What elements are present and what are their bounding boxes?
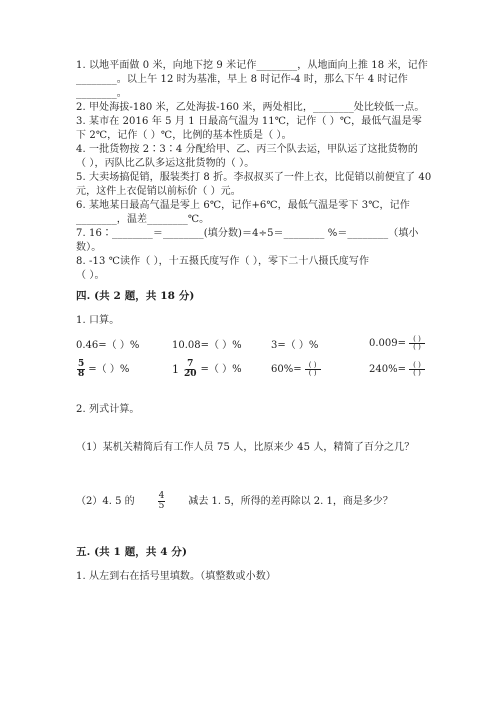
section4-heading: 四. (共 2 题，共 18 分) bbox=[76, 290, 195, 302]
q1-line-1: 1. 以地平面做 0 米，向地下挖 9 米记作________，从地面向上推 18 米，记作 bbox=[76, 60, 428, 71]
section4-q2-a: （1）某机关精简后有工作人员 75 人，比原来少 45 人，精简了百分之几？ bbox=[76, 442, 415, 453]
oral-r1c4-num: ( ) bbox=[409, 336, 425, 344]
oral-r2c2-tail: =（ ）% bbox=[200, 363, 242, 375]
oral-r2c1-den: 8 bbox=[78, 369, 85, 379]
oral-r2c4-fraction bbox=[409, 362, 425, 377]
q3-line-2: 下 2℃，记作（ ）℃，比例的基本性质是（ ）。 bbox=[76, 130, 292, 141]
section5-q1-title: 1. 从左到右在括号里填数。（填整数或小数） bbox=[76, 571, 276, 582]
oral-r2c2-whole: 1 bbox=[172, 362, 179, 376]
section4-q2-b-fraction bbox=[158, 492, 166, 511]
oral-r1c3 bbox=[271, 340, 318, 352]
q1-line-3: ________。 bbox=[76, 88, 127, 99]
oral-r2c3-den: ( ) bbox=[308, 369, 317, 377]
oral-r1c2 bbox=[172, 340, 242, 352]
section4-q1-title: 1. 口算。 bbox=[76, 315, 120, 326]
section4-q2-b-post: 减去 1. 5，所得的差再除以 2. 1，商是多少？ bbox=[188, 495, 393, 507]
oral-r1c1-text: 0.46=（ ）% bbox=[76, 340, 140, 351]
oral-r2c4 bbox=[369, 362, 426, 377]
section4-q2-title: 2. 列式计算。 bbox=[76, 404, 140, 415]
oral-r2c3 bbox=[271, 362, 322, 377]
oral-r2c2-den: 20 bbox=[184, 369, 197, 379]
q2-line-1: 2. 甲处海拔-180 米，乙处海拔-160 米，两处相比，________处比较低一点。 bbox=[76, 102, 425, 113]
oral-r2c3-fraction bbox=[305, 362, 321, 377]
q7-line-1: 7. 16∶________＝________(填分数)＝4÷5＝________ %＝________（填小 bbox=[76, 228, 419, 239]
oral-r1c4 bbox=[369, 336, 426, 351]
oral-r1c4-fraction bbox=[409, 336, 425, 351]
q5-line-2: 元，这件上衣促销以前标价（ ）元。 bbox=[76, 186, 241, 197]
oral-r2c3-text: 60%= bbox=[271, 363, 302, 375]
oral-r2c4-den: ( ) bbox=[413, 369, 421, 377]
oral-r2c2 bbox=[172, 360, 242, 379]
q5-line-1: 5. 大卖场搞促销，服装类打 8 折。李叔叔买了一件上衣，比促销以前便宜了 40 bbox=[76, 172, 432, 183]
q4-line-2: （ ），丙队比乙队多运这批货物的（ ）。 bbox=[76, 158, 255, 169]
oral-r2c4-text: 240%= bbox=[369, 363, 406, 375]
q8-line-1: 8. -13 ℃读作（ ），十五摄氏度写作（ ），零下二十八摄氏度写作 bbox=[76, 256, 370, 267]
oral-r1c1 bbox=[76, 340, 139, 352]
oral-r2c2-fraction bbox=[183, 360, 198, 379]
oral-r2c1-tail: =（ ）% bbox=[88, 363, 130, 375]
oral-r1c2-text: 10.08=（ ）% bbox=[172, 340, 242, 351]
oral-r2c1-num: 5 bbox=[78, 359, 85, 369]
q8-line-2: （ ）。 bbox=[76, 270, 105, 281]
section4-q2-b-pre: （2）4. 5 的 bbox=[76, 495, 135, 507]
oral-r2c2-num: 7 bbox=[187, 359, 194, 369]
q7-line-2: 数）。 bbox=[76, 242, 102, 253]
oral-r2c3-num: ( ) bbox=[305, 362, 321, 370]
q1-line-2: ________。以上午 12 时为基准，早上 8 时记作-4 时，那么下午 4 时记作 bbox=[76, 74, 408, 85]
section4-q2-b-den: 5 bbox=[158, 501, 165, 511]
section4-q2-b bbox=[76, 492, 393, 511]
oral-r2c1 bbox=[76, 360, 129, 379]
section4-q2-b-num: 4 bbox=[158, 491, 165, 501]
oral-r1c4-den: ( ) bbox=[413, 343, 421, 351]
q6-line-2: ________，温差________℃。 bbox=[76, 214, 210, 225]
section5-heading: 五. (共 1 题，共 4 分) bbox=[76, 546, 188, 558]
oral-r1c3-text: 3=（ ）% bbox=[271, 340, 319, 351]
q3-line-1: 3. 某市在 2016 年 5 月 1 日最高气温为 11℃，记作（ ）℃，最低气温是零 bbox=[76, 116, 422, 127]
q6-line-1: 6. 某地某日最高气温是零上 6℃，记作+6℃，最低气温是零下 3℃，记作 bbox=[76, 200, 410, 211]
oral-r2c4-num: ( ) bbox=[409, 362, 425, 370]
oral-r2c1-fraction bbox=[77, 360, 85, 379]
oral-r1c4-text: 0.009= bbox=[369, 337, 407, 349]
q4-line-1: 4. 一批货物按 2∶3∶4 分配给甲、乙、丙三个队去运，甲队运了这批货物的 bbox=[76, 144, 418, 155]
